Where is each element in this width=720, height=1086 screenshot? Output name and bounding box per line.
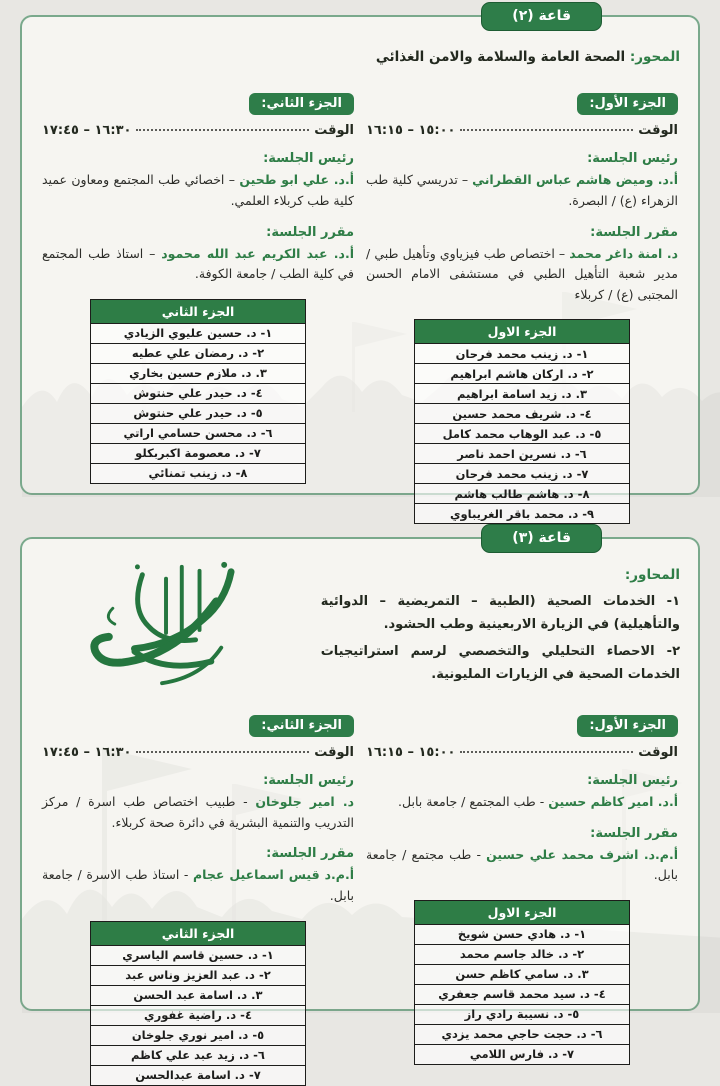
- table-row: ٨- د. زينب تمنائي: [91, 463, 306, 483]
- rapporteur-name: أ.د. عبد الكريم عبد الله محمود: [161, 245, 354, 261]
- time-row: [42, 123, 354, 138]
- table-row: ٢- د. رمضان علي عطيه: [91, 343, 306, 363]
- table-row: ٧- د. معصومة اكبربكلو: [91, 443, 306, 463]
- table-row: ٤- د. سيد محمد قاسم جعفري: [415, 984, 630, 1004]
- program-page: [0, 8, 720, 1082]
- rapporteur-desc: - طب مجتمع / جامعة بابل.: [366, 846, 678, 883]
- dotted-leader: [136, 751, 309, 753]
- table-row: ٢- د. خالد جاسم محمد: [415, 944, 630, 964]
- table-row: ٤- د. حيدر علي حنتوش: [91, 383, 306, 403]
- table-row: ٧- د. فارس اللامي: [415, 1044, 630, 1064]
- hall-3-columns: [22, 695, 698, 1086]
- table-row: ١- د. حسين عليوي الزيادي: [91, 323, 306, 343]
- time-value: ١٦:٣٠ – ١٧:٤٥: [42, 745, 132, 760]
- rapporteur-info: [366, 845, 678, 886]
- hall-2-columns: [22, 67, 698, 524]
- rapporteur-name: أ.م.د قيس اسماعيل عجام: [192, 867, 354, 883]
- chair-label: رئيس الجلسة:: [587, 151, 678, 167]
- table-row: ١- د. زينب محمد فرحان: [415, 344, 630, 364]
- chair-info: [366, 170, 678, 211]
- table-row: ٣. د. زيد اسامة ابراهيم: [415, 384, 630, 404]
- chair-label: رئيس الجلسة:: [263, 151, 354, 167]
- hall-3-part-2-members-table: [90, 921, 306, 1086]
- dotted-leader: [136, 129, 309, 131]
- table-row: ٤- د. راضية غفوري: [91, 1005, 306, 1025]
- table-row: ٥- د. امير نوري جلوخان: [91, 1025, 306, 1045]
- part-1-badge: الجزء الأول:: [577, 715, 678, 737]
- arabic-calligraphy-logo-icon: [83, 557, 251, 695]
- table-row: ٧- د. زينب محمد فرحان: [415, 464, 630, 484]
- time-label: الوقت: [638, 745, 678, 760]
- members-table-header: الجزء الثاني: [91, 299, 306, 323]
- chair-desc: – اخصائي طب المجتمع ومعاون عميد كلية طب كربلاء العلمي.: [42, 172, 354, 208]
- time-value: ١٥:٠٠ – ١٦:١٥: [366, 745, 456, 760]
- rapporteur-desc: – استاذ طب المجتمع في كلية الطب / جامعة الكوفة.: [42, 245, 354, 282]
- hall-2-part-1-members-table: [414, 319, 630, 524]
- time-row: [366, 745, 678, 760]
- chair-info: [42, 170, 354, 211]
- hall-3-panel: [20, 530, 700, 1082]
- hall-3-topics: [313, 539, 698, 695]
- part-1-badge: الجزء الأول:: [577, 93, 678, 115]
- rapporteur-info: [366, 244, 678, 306]
- rapporteur-label: مقرر الجلسة:: [590, 224, 678, 240]
- rapporteur-desc: - استاذ طب الاسرة / جامعة بابل.: [42, 867, 354, 903]
- hall-3-badge: قاعة (٣): [481, 524, 602, 553]
- hall-2-part-1-column: [360, 67, 684, 524]
- topic-label: المحور:: [629, 49, 680, 65]
- logo-container: [22, 539, 313, 695]
- dotted-leader: [460, 751, 633, 753]
- table-row: ٧- د. اسامة عبدالحسن: [91, 1065, 306, 1085]
- table-row: ١- د. حسين قاسم الياسري: [91, 945, 306, 965]
- hall-3-header: [22, 539, 698, 695]
- chair-desc: - طب المجتمع / جامعة بابل.: [398, 794, 549, 809]
- table-row: ٣. د. سامي كاظم حسن: [415, 964, 630, 984]
- time-label: الوقت: [638, 123, 678, 139]
- table-row: ٢- د. اركان هاشم ابراهيم: [415, 364, 630, 384]
- chair-name: أ.د. وميض هاشم عباس القطراني: [472, 172, 678, 188]
- chair-name: أ.د. امير كاظم حسين: [548, 794, 678, 809]
- table-row: ٦- د. نسرين احمد ناصر: [415, 444, 630, 464]
- chair-desc: – تدريسي كلية طب الزهراء (ع) / البصرة.: [366, 172, 678, 208]
- part-2-badge: الجزء الثاني:: [249, 93, 354, 115]
- table-row: ٤- د. شريف محمد حسين: [415, 404, 630, 424]
- table-row: ٦- د. حجت حاجي محمد يزدي: [415, 1024, 630, 1044]
- table-row: ٥- د. عبد الوهاب محمد كامل: [415, 424, 630, 444]
- hall-2-panel: [20, 8, 700, 521]
- topic-item-1: ١- الخدمات الصحية (الطبية – التمريضية – الدوائية والتأهيلية) في الزيارة الاربعينية وطب الحشود.: [320, 594, 680, 632]
- table-row: ٥- د. حيدر علي حنتوش: [91, 403, 306, 423]
- rapporteur-name: أ.م.د. اشرف محمد علي حسين: [486, 846, 678, 862]
- table-row: ٨- د. هاشم طالب هاشم: [415, 484, 630, 504]
- time-row: [366, 123, 678, 138]
- chair-label: رئيس الجلسة:: [587, 773, 678, 788]
- table-row: ٦- د. زيد عبد علي كاظم: [91, 1045, 306, 1065]
- topic-item-2: ٢- الاحصاء التحليلي والتخصصي لرسم استراتيجيات الخدمات الصحية في الزيارات المليونية.: [320, 643, 680, 682]
- rapporteur-info: [42, 244, 354, 285]
- chair-info: [42, 792, 354, 833]
- hall-3-part-1-members-table: [414, 900, 630, 1065]
- table-row: ٢- د. عبد العزيز وناس عبد: [91, 965, 306, 985]
- members-table-header: الجزء الاول: [415, 900, 630, 924]
- rapporteur-label: مقرر الجلسة:: [266, 224, 354, 240]
- members-table-header: الجزء الاول: [415, 320, 630, 344]
- table-row: ٣. د. اسامة عبد الحسن: [91, 985, 306, 1005]
- rapporteur-name: د. امنة داغر محمد: [569, 245, 678, 261]
- time-row: [42, 745, 354, 760]
- hall-3-part-2-column: [36, 695, 360, 1086]
- part-2-badge: الجزء الثاني:: [249, 715, 354, 737]
- time-value: ١٥:٠٠ – ١٦:١٥: [366, 123, 456, 139]
- table-row: ٦- د. محسن حسامي اراتي: [91, 423, 306, 443]
- rapporteur-label: مقرر الجلسة:: [590, 825, 678, 841]
- hall-2-badge: قاعة (٢): [481, 2, 602, 31]
- hall-3-part-1-column: [360, 695, 684, 1086]
- members-table-header: الجزء الثاني: [91, 921, 306, 945]
- chair-name: أ.د. علي ابو طحين: [239, 172, 354, 188]
- rapporteur-desc: – اختصاص طب فيزياوي وتأهيل طبي / مدير شعبة التأهيل الطبي في مستشفى الامام الحسن المجتبى (ع) / كربلاء: [366, 245, 678, 302]
- table-row: ٣. د. ملازم حسين بخاري: [91, 363, 306, 383]
- table-row: ٩- د. محمد باقر الغريباوي: [415, 504, 630, 524]
- table-row: ٥- د. نسيبة رادي راز: [415, 1004, 630, 1024]
- time-label: الوقت: [314, 123, 354, 139]
- topics-label: المحاور:: [624, 567, 680, 583]
- hall-2-part-2-members-table: [90, 299, 306, 484]
- time-label: الوقت: [314, 745, 354, 760]
- rapporteur-info: [42, 865, 354, 906]
- topic-text: الصحة العامة والسلامة والامن الغذائي: [375, 49, 626, 65]
- rapporteur-label: مقرر الجلسة:: [266, 846, 354, 862]
- dotted-leader: [460, 129, 633, 131]
- chair-desc: - طبيب اختصاص طب اسرة / مركز التدريب والتنمية البشرية في دائرة صحة كربلاء.: [42, 794, 354, 830]
- table-row: ١- د. هادي حسن شويخ: [415, 924, 630, 944]
- time-value: ١٦:٣٠ – ١٧:٤٥: [42, 123, 132, 139]
- chair-info: [366, 792, 678, 813]
- hall-2-part-2-column: [36, 67, 360, 524]
- chair-label: رئيس الجلسة:: [263, 773, 354, 788]
- chair-name: د. امير جلوخان: [255, 794, 354, 809]
